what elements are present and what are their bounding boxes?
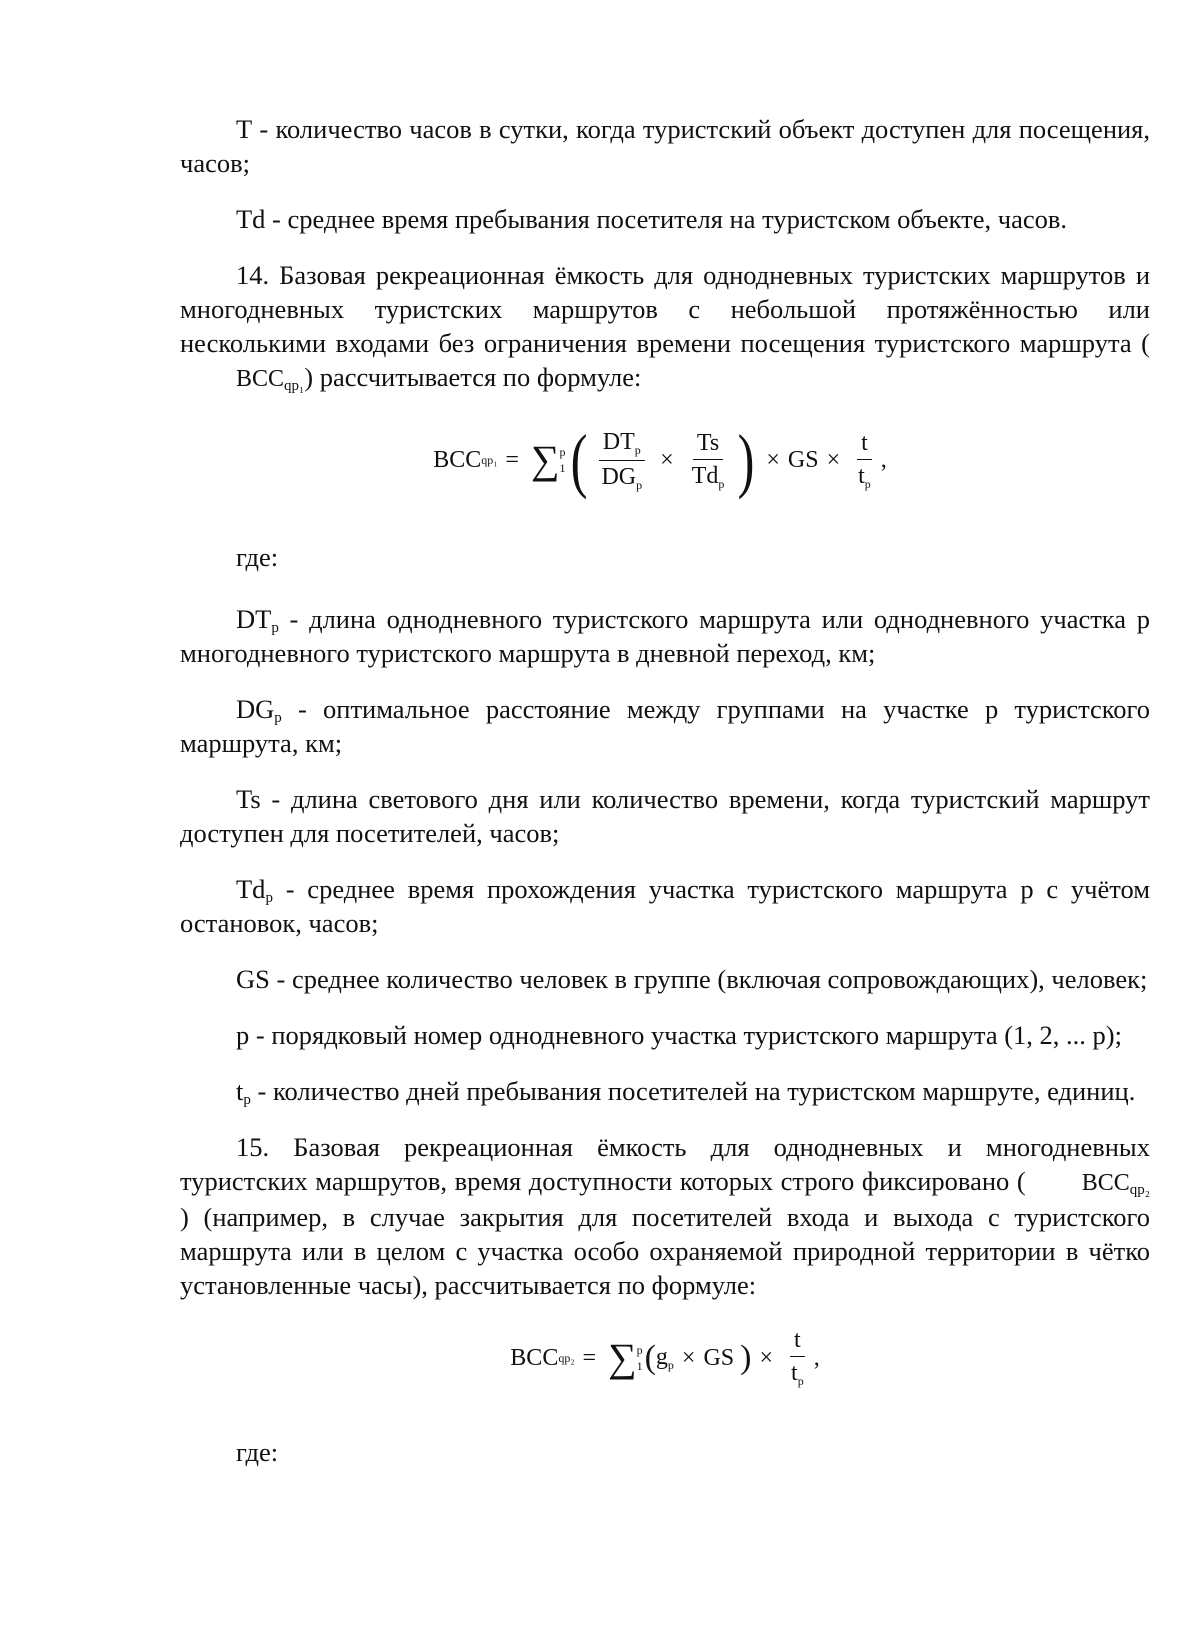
formula-1 — [170, 420, 1150, 500]
definition-tdp: $Td_p$ - среднее время прохождения участка туристского маршрута р с учётом остановок, часов; — [180, 874, 1150, 938]
clause-15-text: 15. Базовая рекреационная ёмкость для однодневных и многодневных туристских маршрутов, время доступности которых строго фиксировано ( — [180, 1132, 1150, 1196]
fraction-t-tp: $\frac{t}{t_p}$ — [791, 1327, 804, 1388]
formula-comma: , — [813, 1344, 820, 1371]
equals-sign: = — [582, 1344, 597, 1371]
fraction-t-tp: $\frac{t}{t_p}$ — [858, 429, 871, 491]
clause-14-symbol: $BCC_{qp_1}$ — [236, 366, 305, 394]
left-paren: ( — [571, 420, 588, 500]
left-paren: ( — [644, 1338, 656, 1376]
times-sign: × — [759, 1344, 774, 1371]
definition-ts: Ts - длина светового дня или количество времени, когда туристский маршрут доступен для посетителей, часов; — [180, 784, 1150, 848]
equals-sign: = — [505, 447, 519, 473]
times-sign: × — [826, 447, 841, 473]
formula-comma: , — [880, 447, 887, 473]
definition-tp: $t_p$ - количество дней пребывания посетителей на туристском маршруте, единиц. — [236, 1076, 1136, 1108]
sum-limits: p 1 — [636, 1342, 643, 1373]
definition-dgp: $DG_p$ - оптимальное расстояние между группами на участке р туристского маршрута, км; — [180, 694, 1150, 758]
definition-gs: GS - среднее количество человек в группе (включая сопровождающих), человек; — [236, 964, 1148, 994]
clause-15-text-end: ) (например, в случае закрытия для посетителей входа и выхода с туристского маршрута или в целом с участка особо охраняемой природной территории в чётко установленные часы), рассчитывается по формуле: — [180, 1202, 1150, 1300]
times-sign: × — [660, 447, 674, 473]
definition-t: Т - количество часов в сутки, когда туристский объект доступен для посещения, часов; — [180, 114, 1150, 178]
right-paren: ) — [740, 1338, 752, 1376]
fraction-dt-dg: $\frac{DT_p}{DG_p}$ — [597, 430, 646, 491]
times-sign: × — [766, 447, 780, 473]
right-paren: ) — [737, 420, 755, 500]
definition-td: Td - среднее время пребывания посетителя на туристском объекте, часов. — [236, 204, 1067, 234]
definition-p: р - порядковый номер однодневного участка туристского маршрута (1, 2, ... р); — [236, 1020, 1122, 1050]
formula-1-lhs: BCC qp₁ — [433, 447, 498, 473]
clause-15-symbol: $BCC_{qp_2}$ — [1081, 1170, 1150, 1198]
clause-14-text-end: ) рассчитывается по формуле: — [304, 362, 642, 392]
sum-symbol: ∑ — [530, 437, 560, 482]
sum-limits: p 1 — [559, 445, 566, 475]
gs-symbol: GS — [703, 1344, 735, 1371]
where-label: где: — [236, 1437, 279, 1467]
clause-14 — [180, 258, 1150, 396]
clause-14-text: 14. Базовая рекреационная ёмкость для однодневных туристских маршрутов и многодневных туристских маршрутов с небольшой протяжённостью или несколькими входами без ограничения времени посещения туристского маршрута ( — [180, 260, 1150, 358]
where-label: где: — [236, 542, 279, 572]
times-sign: × — [681, 1344, 696, 1371]
sum-symbol: ∑ — [608, 1334, 637, 1380]
g-symbol: $g_p$ — [655, 1343, 674, 1372]
fraction-ts-td: $\frac{Ts}{Td_p}$ — [691, 429, 725, 491]
clause-15 — [180, 1130, 1150, 1302]
definition-dtp: $DT_p$ - длина однодневного туристского маршрута или однодневного участка р многодневного туристского маршрута в дневной переход, км; — [180, 604, 1150, 668]
formula-2-lhs: BCC qp₂ — [510, 1344, 575, 1371]
gs-symbol: GS — [787, 447, 819, 473]
formula-2 — [180, 1328, 1150, 1387]
